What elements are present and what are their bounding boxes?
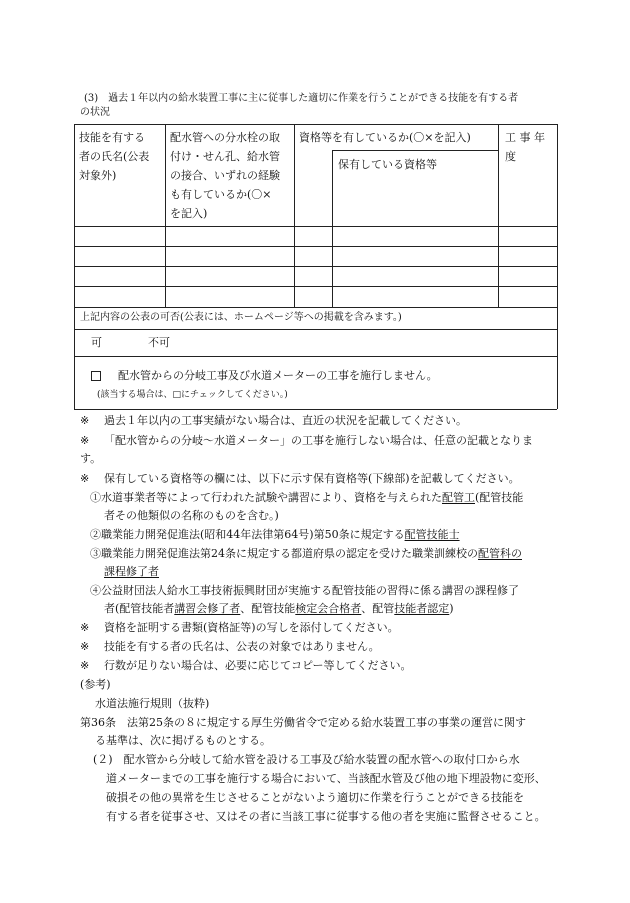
qualification-course-graduate: 課程修了者: [104, 565, 159, 578]
header-work-year-line2: 度: [505, 150, 516, 163]
header-qualification: 資格等を有しているか(〇×を記入): [299, 131, 471, 144]
reference-item-line1: (２) 配水管から分岐して給水管を設ける工事及び給水装置の配水管への取付口から水: [93, 753, 520, 766]
reference-article-line2: る基準は、次に掲げるものとする。: [95, 734, 271, 747]
qualification-item-4-line2: 者(配管技能者講習会修了者、配管技能検定会合格者、配管技能者認定): [104, 602, 454, 615]
header-experience-line5: を記入): [170, 207, 208, 220]
qualification-piping-course: 配管科の: [478, 547, 522, 560]
header-experience-line1: 配水管への分水栓の取: [170, 131, 280, 144]
note-optional-line2: す。: [80, 452, 102, 465]
checkbox-note: (該当する場合は、□にチェックしてください。): [97, 390, 288, 400]
section-title-line2: の状況: [80, 107, 110, 118]
note-no-record: 過去１年以内の工事実績がない場合は、直近の状況を記載してください。: [104, 414, 467, 427]
note-optional-line1: 「配水管からの分岐～水道メーター」の工事を施行しない場合は、任意の記載となりま: [104, 434, 533, 447]
note-mark: ※: [80, 659, 90, 672]
no-branch-work-checkbox[interactable]: [91, 371, 101, 381]
note-mark: ※: [80, 434, 90, 447]
qualification-item-3-line2: [104, 564, 159, 580]
note-mark: ※: [80, 414, 90, 427]
reference-item-line4: 有する者を従事させ、又はその者に当該工事に従事する他の者を実施に監督させること。: [106, 810, 546, 823]
publish-no-option[interactable]: 不可: [148, 336, 170, 349]
section-title-line1: (3) 過去１年以内の給水装置工事に主に従事した適切に作業を行うことができる技能を有する者: [84, 93, 519, 104]
reference-label: (参考): [80, 678, 111, 691]
header-work-year-line1: 工 事 年: [505, 131, 545, 144]
header-skill-holder-line2: 者の氏名(公表: [79, 150, 150, 163]
header-skill-holder-line3: 対象外): [79, 169, 117, 182]
qualification-item-1-line2: 者その他類似の名称のものを含む。): [104, 509, 279, 522]
qualification-pipe-technician: 配管技能士: [404, 528, 460, 541]
publish-yes-option[interactable]: 可: [91, 336, 102, 349]
qualification-pipe-worker: 配管工: [442, 491, 475, 504]
qualification-certified: 技能者認定: [394, 602, 450, 615]
note-qualification-field: 保有している資格等の欄には、以下に示す保有資格等(下線部)を記載してください。: [104, 472, 520, 485]
qualification-item-3: ③職業能力開発促進法第24条に規定する都道府県の認定を受けた職業訓練校の配管科の: [90, 547, 522, 560]
qualification-item-4: ④公益財団法人給水工事技術振興財団が実施する配管技能の習得に係る講習の課程修了: [90, 584, 519, 597]
header-skill-holder-line1: 技能を有する: [79, 131, 145, 144]
publish-permission-label: 上記内容の公表の可否(公表には、ホームページ等への掲載を含みます。): [80, 312, 402, 323]
note-copy-rows: 行数が足りない場合は、必要に応じてコピー等してください。: [104, 659, 412, 672]
qualification-item-1: ①水道事業者等によって行われた試験や講習により、資格を与えられた配管工(配管技能: [90, 491, 524, 504]
header-experience-line4: も有しているか(〇×: [170, 188, 272, 201]
note-name-not-published: 技能を有する者の氏名は、公表の対象ではありません。: [104, 640, 380, 653]
qualification-course-completion: 講習会修了者: [174, 602, 241, 615]
note-mark: ※: [80, 472, 90, 485]
note-mark: ※: [80, 621, 90, 634]
header-experience-line3: の接合、いずれの経験: [170, 169, 280, 182]
note-attach-certificate: 資格を証明する書類(資格証等)の写しを添付してください。: [104, 621, 399, 634]
note-mark: ※: [80, 640, 90, 653]
reference-item-line2: 道メーターまでの工事を施行する場合において、当該配水管及び他の地下埋設物に変形、: [106, 772, 546, 785]
qualification-item-2: ②職業能力開発促進法(昭和44年法律第64号)第50条に規定する配管技能士: [90, 528, 460, 541]
header-held-qualification: 保有している資格等: [338, 158, 437, 171]
reference-subtitle: 水道法施行規則（抜粋): [95, 697, 210, 710]
reference-item-line3: 破損その他の異常を生じさせることがないよう適切に作業を行うことができる技能を: [106, 791, 524, 804]
no-branch-work-row: [91, 368, 438, 384]
qualification-exam-pass: 検定会合格者: [295, 602, 362, 615]
header-experience-line2: 付け・せん孔、給水管: [170, 150, 280, 163]
no-branch-work-text: 配水管からの分岐工事及び水道メーターの工事を施行しません。: [118, 369, 438, 382]
reference-article-line1: 第36条 法第25条の８に規定する厚生労働省令で定める給水装置工事の事業の運営に関す: [80, 716, 526, 729]
